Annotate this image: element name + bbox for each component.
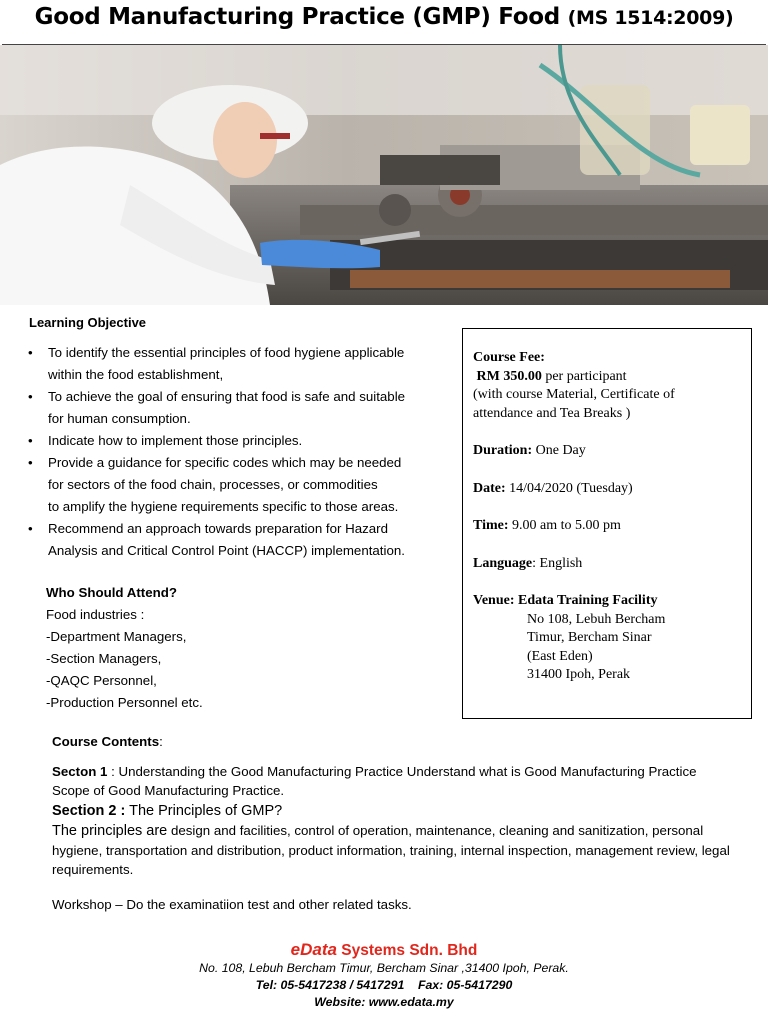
- company-name: [0, 940, 768, 960]
- language-value: : English: [532, 555, 583, 571]
- duration-value: One Day: [532, 443, 586, 458]
- venue-label: Venue: [473, 593, 510, 608]
- section-2: [52, 802, 732, 821]
- principles-lead: The principles are: [52, 823, 168, 839]
- company-suffix: Systems Sdn. Bhd: [336, 942, 478, 959]
- course-info-box: [462, 328, 752, 719]
- language-label: Language: [473, 555, 533, 571]
- objective-line: • Recommend an approach towards preparation for Hazard: [48, 521, 388, 536]
- venue-line: No 108, Lebuh Bercham: [527, 611, 666, 627]
- objective-line: • To achieve the goal of ensuring that food is safe and suitable: [48, 389, 406, 404]
- objective-line: for sectors of the food chain, processes, or commodities: [48, 477, 378, 492]
- contents-colon: :: [159, 734, 163, 749]
- who-intro: Food industries :: [46, 607, 145, 622]
- section-2-label: Section 2 :: [52, 803, 126, 819]
- header-photo: [0, 45, 768, 305]
- list-item: [28, 430, 448, 452]
- title-text: Good Manufacturing Practice (GMP) Food: [34, 4, 560, 30]
- fee-label: Course Fee:: [473, 350, 545, 365]
- who-should-attend: [46, 582, 203, 714]
- date-label: Date:: [473, 480, 506, 496]
- page-title: [0, 4, 768, 30]
- time-value: 9.00 am to 5.00 pm: [508, 518, 621, 533]
- company-tel: Tel: 05-5417238 / 5417291: [255, 978, 405, 992]
- who-heading: Who Should Attend?: [46, 585, 177, 600]
- company-address: No. 108, Lebuh Bercham Timur, Bercham Sinar ,31400 Ipoh, Perak.: [199, 961, 569, 975]
- principles: [52, 821, 732, 879]
- objective-list: [28, 342, 448, 562]
- list-item: [28, 518, 448, 562]
- edata-logo: eData: [290, 940, 337, 959]
- section-1-text: : Understanding the Good Manufacturing Practice Understand what is Good Manufacturing Practice Scope of Good Manufacturing Practice.: [52, 764, 697, 798]
- fee-note: (with course Material, Certificate of: [473, 387, 675, 402]
- objective-line: for human consumption.: [48, 411, 191, 426]
- duration-label: Duration:: [473, 443, 533, 458]
- objective-line: to amplify the hygiene requirements specific to those areas.: [48, 499, 399, 514]
- course-contents: [52, 732, 732, 914]
- objective-line: • Provide a guidance for specific codes which may be needed: [48, 455, 402, 470]
- workshop: Workshop – Do the examinatiion test and other related tasks.: [52, 897, 412, 912]
- fee-note: attendance and Tea Breaks ): [473, 405, 631, 421]
- footer: [0, 940, 768, 1011]
- venue-line: (East Eden): [527, 648, 593, 664]
- list-item: -Production Personnel etc.: [46, 695, 203, 710]
- venue-line: Timur, Bercham Sinar: [527, 630, 652, 645]
- date-value: 14/04/2020 (Tuesday): [505, 480, 633, 496]
- list-item: -QAQC Personnel,: [46, 673, 157, 688]
- title-standard: (MS 1514:2009): [567, 7, 734, 29]
- list-item: [28, 342, 448, 386]
- list-item: -Section Managers,: [46, 651, 162, 666]
- learning-objective-heading: Learning Objective: [29, 315, 147, 330]
- list-item: -Department Managers,: [46, 629, 187, 644]
- objective-line: • Indicate how to implement those principles.: [48, 433, 303, 448]
- list-item: [28, 386, 448, 430]
- objective-line: • To identify the essential principles of food hygiene applicable: [48, 345, 405, 360]
- objective-line: Analysis and Critical Control Point (HACCP) implementation.: [48, 543, 405, 558]
- company-website: Website: www.edata.my: [314, 995, 454, 1009]
- company-fax: Fax: 05-5417290: [417, 978, 513, 992]
- contents-heading: Course Contents: [52, 734, 160, 749]
- section-1-label: Secton 1: [52, 764, 108, 779]
- venue-line: 31400 Ipoh, Perak: [527, 667, 631, 682]
- time-label: Time:: [473, 518, 509, 533]
- section-1: [52, 762, 732, 800]
- list-item: [28, 452, 448, 518]
- fee-amount: RM 350.00: [476, 368, 542, 384]
- section-2-text: The Principles of GMP?: [125, 803, 283, 819]
- venue-value: : Edata Training Facility: [509, 593, 658, 608]
- fee-unit: per participant: [541, 368, 627, 384]
- principles-text: design and facilities, control of operation, maintenance, cleaning and sanitization, personal hygiene, transportation and distribution, product information, training, internal inspection, management review, legal requirements.: [52, 823, 730, 877]
- objective-line: within the food establishment,: [48, 367, 224, 382]
